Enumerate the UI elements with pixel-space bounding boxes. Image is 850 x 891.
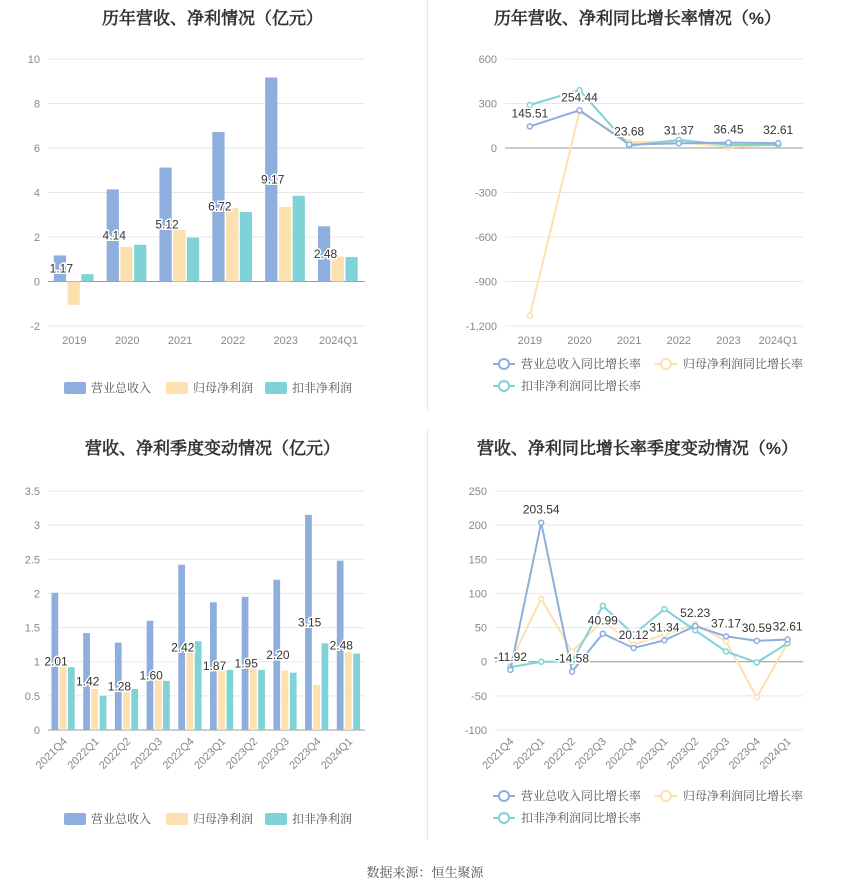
x-tick-label: 2023Q2 <box>223 735 261 772</box>
data-point <box>754 695 759 700</box>
x-tick-label: 2022Q2 <box>541 735 579 772</box>
y-tick-label: 300 <box>478 98 497 111</box>
x-tick-label: 2021Q4 <box>480 735 517 772</box>
bar-deducted-profit <box>353 654 360 730</box>
legend-label: 营业总收入 <box>91 381 152 395</box>
quarterly-growth-panel <box>425 430 850 850</box>
y-tick-label: 2 <box>33 588 40 601</box>
x-tick-label: 2022Q2 <box>97 735 134 772</box>
data-label: 36.45 <box>713 122 744 137</box>
y-tick-label: 2.5 <box>24 554 40 567</box>
bar-net-profit <box>155 680 162 730</box>
data-label: 1.42 <box>76 674 100 689</box>
data-label: 6.72 <box>208 199 232 214</box>
legend-label: 营业总收入同比增长率 <box>521 789 642 803</box>
bar-deducted-profit <box>322 643 329 730</box>
x-tick-label: 2022Q1 <box>511 735 548 772</box>
data-point <box>627 142 632 147</box>
bar-deducted-profit <box>258 670 265 730</box>
data-point <box>600 631 605 636</box>
quarterly-revenue-profit-chart <box>0 430 425 850</box>
data-label: -14.58 <box>554 651 590 666</box>
data-label: 203.54 <box>522 502 560 517</box>
y-tick-label: -2 <box>30 321 40 333</box>
y-tick-label: -600 <box>474 232 497 244</box>
legend-swatch-marker <box>499 791 509 801</box>
data-point <box>539 596 544 601</box>
y-tick-label: 0 <box>490 143 497 155</box>
x-tick-label: 2023Q4 <box>726 735 763 772</box>
bar-deducted-profit <box>68 667 75 730</box>
x-tick-label: 2019 <box>517 335 543 347</box>
y-tick-label: 200 <box>468 520 487 533</box>
data-point <box>724 634 729 639</box>
legend-label: 营业总收入 <box>91 812 152 826</box>
bar-net-profit <box>282 671 289 730</box>
data-point <box>726 140 731 145</box>
y-tick-label: 3.5 <box>24 486 40 498</box>
data-label: 1.28 <box>107 679 132 694</box>
data-point <box>539 659 544 664</box>
x-tick-label: 2022 <box>220 335 246 347</box>
bar-net-profit <box>218 670 225 730</box>
x-tick-label: 2024Q1 <box>319 335 359 347</box>
y-tick-label: 150 <box>468 554 487 567</box>
data-label: 32.61 <box>772 619 803 634</box>
annual-revenue-profit-panel <box>0 0 425 420</box>
data-label: 31.37 <box>663 123 694 138</box>
y-tick-label: -900 <box>474 276 497 289</box>
bar-deducted-profit <box>163 681 170 730</box>
bar-net-profit <box>226 208 238 281</box>
annual-growth-panel <box>425 0 850 420</box>
data-label: 3.15 <box>297 615 322 630</box>
legend-swatch <box>166 382 188 394</box>
y-tick-label: 1.5 <box>24 622 40 635</box>
bar-deducted-profit <box>226 670 233 730</box>
data-label: 20.12 <box>618 627 649 642</box>
legend-label: 扣非净利润同比增长率 <box>521 811 642 825</box>
series-line <box>510 606 787 667</box>
bar-net-profit <box>123 692 130 730</box>
bar-net-profit <box>187 653 194 730</box>
data-point <box>527 124 532 129</box>
annual-growth-chart <box>425 0 850 420</box>
y-tick-label: 10 <box>27 54 40 66</box>
legend-swatch <box>166 813 188 825</box>
y-tick-label: -100 <box>464 725 487 737</box>
data-label: 5.12 <box>155 217 179 232</box>
x-tick-label: 2022Q1 <box>65 735 102 772</box>
legend-swatch-marker <box>661 791 671 801</box>
data-point <box>600 603 605 608</box>
data-label: 9.17 <box>261 172 285 187</box>
data-point <box>570 669 575 674</box>
y-tick-label: 100 <box>468 588 487 601</box>
x-tick-label: 2023Q1 <box>634 735 671 772</box>
bar-net-profit <box>120 247 132 281</box>
chart-title: 历年营收、净利情况（亿元） <box>102 9 323 28</box>
series-line <box>510 599 787 697</box>
x-tick-label: 2024Q1 <box>319 735 356 772</box>
legend-label: 扣非净利润 <box>292 812 353 826</box>
y-tick-label: 600 <box>478 54 497 66</box>
y-tick-label: 50 <box>474 622 487 635</box>
bar-deducted-profit <box>100 696 107 730</box>
x-tick-label: 2021Q4 <box>33 735 70 772</box>
legend-swatch <box>64 382 86 394</box>
data-label: 40.99 <box>587 613 618 628</box>
chart-title: 历年营收、净利同比增长率情况（%） <box>493 9 782 28</box>
data-point <box>776 141 781 146</box>
data-point <box>508 667 513 672</box>
data-point <box>662 638 667 643</box>
x-tick-label: 2022Q4 <box>160 735 197 772</box>
y-tick-label: 0.5 <box>24 690 40 703</box>
legend-swatch-marker <box>661 359 671 369</box>
data-point <box>724 649 729 654</box>
data-label: 31.34 <box>649 620 680 635</box>
data-label: 4.14 <box>102 228 126 243</box>
chart-title: 营收、净利季度变动情况（亿元） <box>85 439 340 458</box>
legend-label: 归母净利润 <box>193 381 254 395</box>
bar-deducted-profit <box>187 238 199 282</box>
data-label: 1.17 <box>49 261 74 276</box>
y-tick-label: 1 <box>33 656 40 669</box>
legend-swatch-marker <box>499 813 509 823</box>
legend-label: 扣非净利润同比增长率 <box>521 379 642 393</box>
x-tick-label: 2020 <box>567 335 592 347</box>
data-point <box>577 108 582 113</box>
legend-label: 归母净利润 <box>193 812 254 826</box>
bar-deducted-profit <box>131 689 138 730</box>
legend-label: 归母净利润同比增长率 <box>683 789 804 803</box>
data-label: 23.68 <box>614 124 645 139</box>
data-source-note: 数据来源：恒生聚源 <box>366 865 484 880</box>
legend-swatch <box>265 382 287 394</box>
legend-swatch <box>265 813 287 825</box>
data-label: 32.61 <box>763 123 794 138</box>
quarterly-growth-chart <box>425 430 850 850</box>
bar-net-profit <box>313 685 320 730</box>
x-tick-label: 2022Q4 <box>603 735 640 772</box>
x-tick-label: 2021 <box>616 335 642 347</box>
legend-label: 扣非净利润 <box>292 381 353 395</box>
x-tick-label: 2023Q4 <box>287 735 324 772</box>
data-label: 30.59 <box>741 620 772 635</box>
legend-label: 营业总收入同比增长率 <box>521 357 642 371</box>
y-tick-label: 250 <box>468 486 487 498</box>
y-tick-label: 6 <box>33 143 40 155</box>
quarterly-revenue-profit-panel <box>0 430 425 850</box>
data-point <box>631 645 636 650</box>
data-point <box>754 638 759 643</box>
x-tick-label: 2020 <box>115 335 140 347</box>
data-label: 37.17 <box>710 616 742 631</box>
x-tick-label: 2021 <box>167 335 193 347</box>
x-tick-label: 2023Q2 <box>665 735 702 772</box>
y-tick-label: -50 <box>471 690 487 703</box>
bar-net-profit <box>345 652 352 730</box>
data-point <box>539 520 544 525</box>
data-label: 1.87 <box>202 659 227 674</box>
data-label: 2.01 <box>44 654 68 669</box>
y-tick-label: 3 <box>33 520 40 533</box>
data-point <box>662 607 667 612</box>
y-tick-label: -1,200 <box>465 321 497 333</box>
y-tick-label: -300 <box>474 187 497 200</box>
data-label: 1.95 <box>234 656 258 671</box>
y-tick-label: 8 <box>33 98 40 111</box>
series-line <box>510 523 787 672</box>
data-point <box>785 637 790 642</box>
x-tick-label: 2023 <box>273 335 298 347</box>
x-tick-label: 2019 <box>62 335 87 347</box>
chart-title: 营收、净利同比增长率季度变动情况（%） <box>476 439 799 458</box>
x-tick-label: 2023Q1 <box>192 735 229 772</box>
bar-net-profit <box>279 207 291 282</box>
bar-net-profit <box>60 666 67 730</box>
x-tick-label: 2024Q1 <box>758 335 798 347</box>
bar-deducted-profit <box>345 257 357 281</box>
annual-revenue-profit-chart <box>0 0 425 420</box>
x-tick-label: 2023Q3 <box>695 735 733 772</box>
data-point <box>754 660 759 665</box>
bar-net-profit <box>91 689 98 730</box>
x-tick-label: 2024Q1 <box>757 735 794 772</box>
y-tick-label: 0 <box>33 276 40 289</box>
data-label: 2.48 <box>329 638 353 653</box>
data-label: 1.60 <box>139 668 163 683</box>
legend-swatch-marker <box>499 381 509 391</box>
x-tick-label: 2023Q3 <box>255 735 292 772</box>
data-point <box>527 313 532 318</box>
bar-deducted-profit <box>290 673 297 730</box>
bar-net-profit <box>173 230 185 282</box>
x-tick-label: 2023 <box>716 335 741 347</box>
data-label: 2.48 <box>313 246 338 261</box>
legend-swatch-marker <box>499 359 509 369</box>
x-tick-label: 2022Q3 <box>128 735 166 772</box>
data-label: 2.42 <box>171 640 195 655</box>
bar-deducted-profit <box>240 212 252 281</box>
bar-deducted-profit <box>134 245 146 282</box>
y-tick-label: 0 <box>480 656 487 669</box>
data-point <box>676 141 681 146</box>
y-tick-label: 0 <box>33 725 40 737</box>
y-tick-label: 2 <box>33 232 40 244</box>
data-label: 2.20 <box>266 647 290 662</box>
data-label: 52.23 <box>680 606 711 621</box>
legend-label: 归母净利润同比增长率 <box>683 357 804 371</box>
legend-swatch <box>64 813 86 825</box>
data-point <box>693 624 698 629</box>
x-tick-label: 2022Q3 <box>572 735 609 772</box>
bar-deducted-profit <box>195 641 202 730</box>
data-label: 145.51 <box>511 106 549 121</box>
data-label: 254.44 <box>561 90 598 105</box>
bar-net-profit <box>68 282 80 305</box>
y-tick-label: 4 <box>33 187 40 200</box>
bar-deducted-profit <box>81 274 93 281</box>
bar-net-profit <box>250 667 257 730</box>
bar-deducted-profit <box>293 196 305 282</box>
x-tick-label: 2022 <box>666 335 692 347</box>
data-label: -11.92 <box>493 649 527 664</box>
